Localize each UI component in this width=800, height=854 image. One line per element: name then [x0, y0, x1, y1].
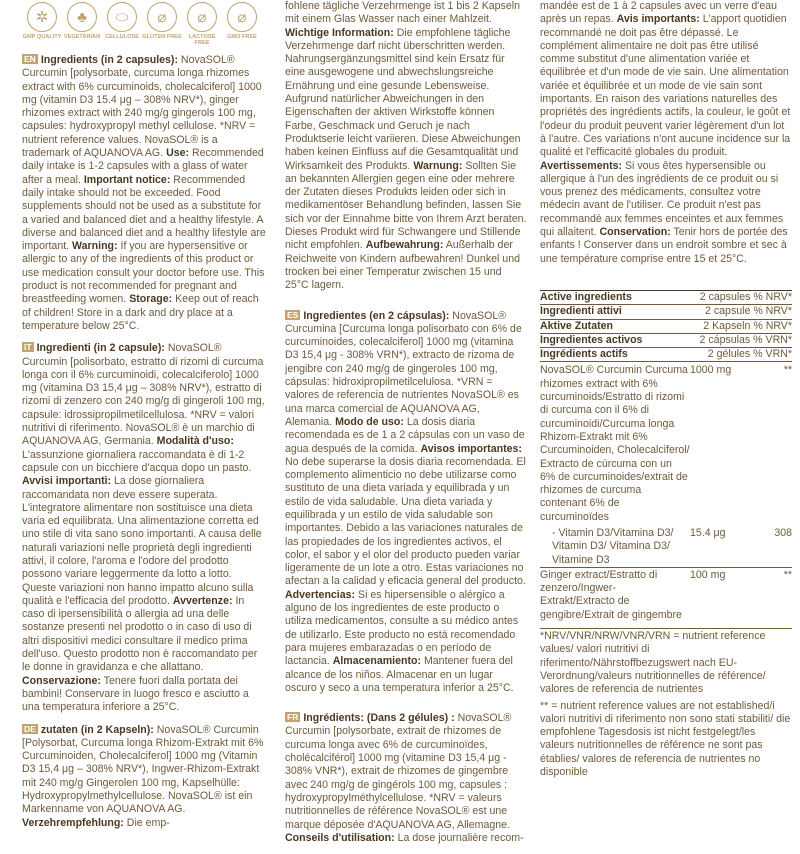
es-storage-heading: Almacenamiento: [332, 655, 422, 668]
fr-warning-heading: Avertissements: [540, 159, 623, 172]
icon-label: VEGETARIAN [63, 34, 101, 40]
lactose-free-icon: ⌀ [187, 2, 217, 32]
es-notice-text: No debe superarse la dosis diaria recomendada. El complemento alimenticio no debe utilizarse como sustituto de una dieta variada y equilibrada y un estilo de vida saludable. Una dieta variada y equilibrada y un estilo de vida saludable son importantes. Debido a las variaciones naturales de las propiedades de los ingredientes activos, el color, el sabor y el olor del producto pueden variar ligeramente de un lote a otro. Estas variaciones no afectan a la calidad y eficacia general del producto. [285, 455, 526, 588]
en-warning-text: If you are hypersensitive or allergic to any of the ingredients of this product or use medication consult your doctor before use. This product is not recommended for pregnant and breastfeeding women. [22, 240, 265, 306]
fr-storage-heading: Conservation: [599, 226, 671, 239]
it-storage-text: Tenere fuori dalla portata dei bambini! Conservare in luogo fresco e asciutto a una temperatura inferiore a 25°C. [22, 674, 249, 714]
lang-tag-it: IT [24, 342, 32, 353]
table-header-row [540, 348, 792, 362]
gmp-quality-icon: ✲ [27, 2, 57, 32]
table-header-row [540, 319, 792, 333]
section-it [22, 342, 266, 714]
gmo-free-icon: ⌀ [227, 2, 257, 32]
ingredient-name: NovaSOL® Curcumin Curcuma rhizomes extract with 6% curcuminoids/Estratto di rizomi di curcuma con il 6% di curcuminoidi/Curcuma longa Rhizom-Extrakt mit 6% Curcuminoiden, Cholecalciferol/ Extracto de cúrcuma con un 6% de curcuminoides/extrait de rhizomes de curcuma contenant 6% de curcuminoïdes [540, 364, 690, 523]
column-3 [540, 0, 792, 779]
icon-label: GMO FREE [227, 34, 257, 40]
en-notice-text: Recommended daily intake should not be exceeded. Food supplements should not be used as a substitute for a varied and balanced diet and a healthy lifestyle. A diverse and balanced diet and a healthy lifestyle are important. [22, 173, 266, 253]
fr-storage-text: Tenir hors de portée des enfants ! Conserver dans un endroit sombre et sec à une température comprise entre 15 et 25°C. [540, 226, 788, 265]
footnote-not-established: ** = nutrient reference values are not established/i valori nutritivi di riferimento non sono stati stabiliti/ die empfohlene Tagesdosis ist nicht festgelegt/les valeurs nutritionnelles de référence ne sont pas établies/ valores de referencia de nutrientes no disponible [540, 699, 791, 779]
it-warning-heading: Avvertenze: [172, 594, 233, 607]
footnote-nrv: *NRV/VNR/NRW/VNR/VRN = nutrient reference values/ valori nutritivi di riferimento/Nährstoffbezugswert nach EU-Verordnung/valeurs nutritionnelles de référence/ valores de referencia de nutrientes [540, 628, 792, 696]
table-row [540, 362, 792, 524]
es-notice-heading: Avisos importantes: [420, 442, 522, 455]
it-ingredients-heading: Ingredienti (in 2 capsule): [36, 342, 165, 355]
table-header-row [540, 305, 792, 319]
cellulose-badge [102, 2, 142, 46]
en-storage-text: Keep out of reach of children! Store in a dark and dry place at a temperature below 25°C. [22, 293, 259, 332]
en-warning-heading: Warning: [72, 240, 118, 253]
de-use-text: Die emp- [123, 816, 170, 829]
en-notice-heading: Important notice: [83, 173, 171, 186]
fr-warning-text: Si vous êtes hypersensible ou allergique à l'un des ingrédients de ce produit ou si vous prenez des médicaments, consultez votre médecin avant de l'utiliser. Ce produit n'est pas recommandé aux femmes enceintes et aux femmes qui allaitent. [540, 159, 784, 239]
icon-label: LACTOSE FREE [188, 34, 216, 46]
ingredient-nrv: ** [783, 364, 792, 377]
de-notice-text: Die empfohlene tägliche Verzehrmenge darf nicht überschritten werden. Nahrungsergänzungsmittel sind kein Ersatz für eine ausgewogene und abwechslungsreiche Ernährung und eine gesunde Lebensweise. Aufgrund natürlicher Abweichungen in den Eigenschaften der aktiven Wirkstoffe können Farbe, Geschmack und Geruch je nach Produktserie leicht variieren. Diese Abweichungen haben keinen Einfluss auf die Gesamtqualität und Wirksamkeit des Produkts. [285, 26, 521, 172]
nutrition-table [540, 290, 792, 622]
en-ingredients-heading: Ingredients (in 2 capsules): [40, 54, 178, 66]
fr-use-text: La dose journalière recom- [394, 831, 524, 844]
de-storage-text: Außerhalb der Reichweite von Kindern aufbewahren! Dunkel und trocken bei einer Temperatur zwischen 15 und 25°C lagern. [285, 239, 520, 292]
en-ingredients-text: NovaSOL® Curcumin [polysorbate, curcuma longa rhizomes extract with 6% curcuminoids, cholecalciferol] 1000 mg (vitamin D3 15.4 μg – 308% NRV*), ginger rhizomes extract with 240 mg/g gingerols 100 mg, capsules: hydroxypropyl methyl cellulose. *NRV = nutrient reference values. NovaSOL® is a trademark of AQUANOVA AG. [22, 54, 262, 160]
header-value: 2 Kapseln % NRV* [690, 319, 792, 333]
ingredient-amount: 15.4 μg [690, 526, 726, 539]
gluten-free-badge [142, 2, 182, 46]
section-es [285, 310, 527, 696]
it-notice-heading: Avvisi importanti: [22, 475, 112, 488]
icon-label: GMP QUALITY [22, 34, 62, 40]
section-en [22, 54, 266, 333]
de-ingredients-text: NovaSOL® Curcumin [Polysorbat, Curcuma longa Rhizom-Extrakt mit 6% Curcuminoiden, Cholecalciferol] 1000 mg (Vitamin D3 15,4 μg – 308% NRV*), Ingwer-Rhizom-Extrakt mit 240 mg/g Gingerolen 100 mg, Kapselhülle: Hydroxypropylmethylcellulose. NovaSOL® ist ein Markenname von AQUANOVA AG. [22, 723, 264, 816]
table-row [540, 567, 792, 622]
es-storage-text: Mantener fuera del alcance de los niños. Almacenar en un lugar oscuro y seco a una temperatura inferior a 25°C. [285, 655, 514, 694]
it-use-text: L'assunzione giornaliera raccomandata è di 1-2 capsule con un bicchiere d'acqua dopo un pasto. [22, 448, 252, 474]
gmp-quality-badge [22, 2, 62, 46]
fr-use-text-cont: mandée est de 1 à 2 capsules avec un verre d'eau après un repas. [540, 0, 778, 26]
de-ingredients-heading: zutaten (in 2 Kapseln): [40, 723, 154, 736]
de-use-heading: Verzehrempfehlung: [22, 816, 124, 829]
es-use-heading: Modo de uso: [335, 415, 404, 428]
ingredient-name: - Vitamin D3/Vitamina D3/ Vitamin D3/ Vitamina D3/ Vitamine D3 [552, 526, 674, 566]
vegetarian-icon: ♣ [67, 2, 97, 32]
header-value: 2 capsules % NRV* [690, 290, 792, 304]
header-value: 2 cápsulas % VRN* [690, 333, 792, 347]
section-fr-start [285, 712, 527, 845]
header-label: Ingredienti attivi [540, 305, 690, 319]
certification-icons [22, 2, 266, 46]
en-use-text: Recommended daily intake is 1-2 capsules with a glass of water after a meal. [22, 147, 264, 186]
header-label: Ingrédients actifs [540, 348, 690, 362]
vegetarian-badge [62, 2, 102, 46]
en-storage-heading: Storage: [129, 293, 173, 306]
fr-use-heading: Conseils d'utilisation: [285, 831, 395, 844]
fr-notice-text: L'apport quotidien recommandé ne doit pas être dépassé. Le complément alimentaire ne doit pas être utilisé comme substitut d'une alimentation variée et équilibrée et d'un mode de vie sain. Une alimentation variée et équilibrée et un mode de vie sain sont importants. En raison des variations naturelles des propriétés des ingrédients actifs, la couleur, le goût et l'odeur du produit peuvent varier légèrement d'un lot à l'autre. Ces variations n'ont aucune incidence sur la qualité et l'efficacité globales du produit. [540, 13, 791, 159]
table-header-row [540, 333, 792, 347]
fr-notice-heading: Avis importants: [616, 13, 700, 26]
table-row [540, 524, 792, 567]
ingredient-nrv: ** [761, 567, 792, 622]
lactose-free-badge [182, 2, 222, 46]
section-de-cont [285, 0, 527, 293]
gmo-free-badge [222, 2, 262, 46]
column-2 [285, 0, 527, 854]
icon-label: CELLULOSE [105, 34, 139, 40]
ingredient-name: Ginger extract/Estratto di zenzero/Ingwer-Extrakt/Extracto de gengibre/Extrait de gingembre [540, 567, 690, 622]
lang-tag-en: EN [24, 54, 36, 64]
section-de-start [22, 724, 266, 830]
header-label: Ingredientes activos [540, 333, 690, 347]
it-notice-text: La dose giornaliera raccomandata non deve essere superata. L'integratore alimentare non sostituisce una dieta varia ed equilibrata. Una alimentazione corretta ed uno stile di vita sano sono importanti. A causa delle naturali variazioni nelle proprietà degli ingredienti attivi, il colore, l'aroma e l'odore del prodotto possono variare leggermente da lotto a lotto. Queste variazioni non hanno impatto alcuno sulla qualità e l'efficacia del prodotto. [22, 475, 262, 607]
ingredient-nrv: 308 [774, 526, 792, 539]
lang-tag-es: ES [287, 309, 299, 320]
de-warning-text: Sollten Sie an bekannten Allergien gegen eine oder mehrere der Zutaten dieses Produkts leiden oder sich in medikamentöser Behandlung befinden, lassen Sie sich vor der Einnahme bitte von Ihrem Arzt beraten. Dieses Produkt wird für Schwangere und Stillende nicht empfohlen. [285, 159, 527, 252]
section-fr-cont [540, 0, 792, 266]
es-ingredients-heading: Ingredientes (en 2 cápsulas): [303, 309, 450, 322]
header-label: Active ingredients [540, 290, 690, 304]
es-warning-text: Si es hipersensible o alérgico a alguno de los ingredientes de este producto o utiliza medicamentos, consulte a su médico antes de utilizarlo. Este producto no está recomendado para mujeres embarazadas o en período de lactancia. [285, 588, 519, 668]
ingredient-amount: 1000 mg [690, 364, 732, 377]
es-use-text: La dosis diaria recomendada es de 1 a 2 cápsulas con un vaso de agua después de la comida. [285, 415, 525, 455]
cellulose-icon: ⬭ [107, 2, 137, 32]
fr-ingredients-heading: Ingrédients: (Dans 2 gélules) : [303, 712, 455, 725]
fr-ingredients-text: NovaSOL® Curcumin [polysorbate, extrait de rhizomes de curcuma longa avec 6% de curcuminoïdes, cholécalciférol] 1000 mg (vitamine D3 15,4 μg - 308% VNR*), extrait de rhizomes de gingembre avec 240 mg/g de gingérols 100 mg, capsules : hydroxypropylméthylcellulose. *NRV = valeurs nutritionnelles de référence NovaSOL® est une marque déposée d'AQUANOVA AG, Allemagne. [285, 712, 512, 831]
header-label: Aktive Zutaten [540, 319, 690, 333]
table-header-row [540, 290, 792, 304]
header-value: 2 gélules % VRN* [690, 348, 792, 362]
header-value: 2 capsule % NRV* [690, 305, 792, 319]
de-storage-heading: Aufbewahrung: [365, 239, 444, 252]
ingredient-amount: 100 mg [690, 567, 761, 622]
lang-tag-de: DE [24, 723, 36, 734]
icon-label: GLUTEN FREE [142, 34, 182, 40]
gluten-free-icon: ⌀ [147, 2, 177, 32]
de-notice-heading: Wichtige Information: [285, 26, 394, 39]
de-use-text-cont: fohlene tägliche Verzehrmenge ist 1 bis 2 Kapseln mit einem Glas Wasser nach einer Mahlzeit. [285, 0, 520, 26]
de-warning-heading: Warnung: [413, 159, 463, 172]
en-use-heading: Use: [166, 147, 190, 160]
lang-tag-fr: FR [287, 712, 299, 723]
it-ingredients-text: NovaSOL® Curcumin [polisorbato, estratto di rizomi di curcuma longa con il 6% curcuminoidi, colecalciferolo] 1000 mg (vitamina D3 15,4 μg – 308% NRV*), estratto di rizomi di zenzero con 240 mg/g di gingeroli 100 mg, capsule: idrossipropilmetilcellulosa. *NRV = valori nutritivi di riferimento. NovaSOL® è un marchio di AQUANOVA AG, Germania. [22, 342, 265, 448]
it-warning-text: In caso di ipersensibilità o allergia ad una delle sostanze presenti nel prodotto o in caso di uso di altri dispositivi medici consultare il medico prima dell'uso. Questo prodotto non è raccomandato per le donne in gravidanza e che allattano. [22, 594, 258, 674]
column-1 [22, 0, 266, 839]
it-use-heading: Modalità d'uso: [156, 435, 234, 448]
es-warning-heading: Advertencias: [285, 588, 356, 601]
es-ingredients-text: NovaSOL® Curcumina [Curcuma longa polisorbato con 6% de curcuminoides, colecalciferol] 1000 mg (vitamina D3 15,4 μg - 308% VRN*), extracto de rizoma de jengibre con 240 mg/g de gingeroles 100 mg, cápsulas: hidroxipropilmetilcelulosa. *VRN = valores de referencia de nutrientes NovaSOL® es una marca comercial de AQUANOVA AG, Alemania. [285, 309, 522, 428]
it-storage-heading: Conservazione: [22, 674, 101, 687]
